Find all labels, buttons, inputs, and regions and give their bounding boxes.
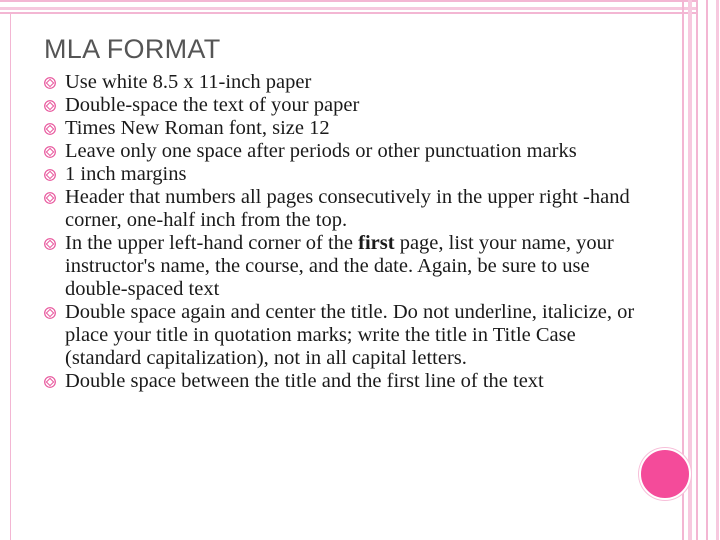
hollow-diamond-circle-icon (44, 238, 56, 250)
list-item (42, 71, 642, 94)
hollow-diamond-circle-icon (44, 376, 56, 388)
bullet-list (42, 71, 642, 393)
top-border-stripe (0, 7, 696, 10)
bullet-text: Use white 8.5 x 11-inch paper (65, 71, 312, 93)
pink-circle-decoration (639, 448, 691, 500)
list-item (42, 140, 642, 163)
bullet-text-end: page, list your name, your instructor's name, the course, and the date. Again, be sure to use double-spaced text (65, 232, 614, 300)
list-item (42, 163, 642, 186)
bullet-text: Header that numbers all pages consecutively in the upper right -hand corner, one-half inch from the top. (65, 186, 630, 231)
hollow-diamond-circle-icon (44, 123, 56, 135)
slide-title: MLA FORMAT (44, 34, 221, 64)
list-item (42, 370, 642, 393)
rail-line (706, 0, 708, 540)
bullet-text-bold: first (358, 232, 395, 254)
bullet-text: Double space between the title and the first line of the text (65, 370, 544, 392)
rail-line (696, 0, 698, 540)
rail-line (716, 0, 719, 540)
hollow-diamond-circle-icon (44, 100, 56, 112)
bullet-text: Times New Roman font, size 12 (65, 117, 330, 139)
right-border-rails (682, 0, 720, 540)
hollow-diamond-circle-icon (44, 307, 56, 319)
bullet-text: Leave only one space after periods or other punctuation marks (65, 140, 577, 162)
list-item (42, 94, 642, 117)
left-border-line (10, 14, 11, 540)
bullet-text: Double space again and center the title. Do not underline, italicize, or place your title in quotation marks; write the title in Title Case (standard capitalization), not in all capital letters. (65, 301, 635, 369)
hollow-diamond-circle-icon (44, 192, 56, 204)
top-border-decoration (0, 0, 696, 14)
list-item (42, 301, 642, 370)
hollow-diamond-circle-icon (44, 146, 56, 158)
list-item (42, 117, 642, 140)
list-item (42, 232, 642, 301)
bullet-text: Double-space the text of your paper (65, 94, 360, 116)
bullet-text-start: In the upper left-hand corner of the (65, 232, 359, 254)
list-item (42, 186, 642, 232)
hollow-diamond-circle-icon (44, 169, 56, 181)
rail-line (688, 0, 692, 540)
bullet-text: 1 inch margins (65, 163, 187, 185)
hollow-diamond-circle-icon (44, 77, 56, 89)
